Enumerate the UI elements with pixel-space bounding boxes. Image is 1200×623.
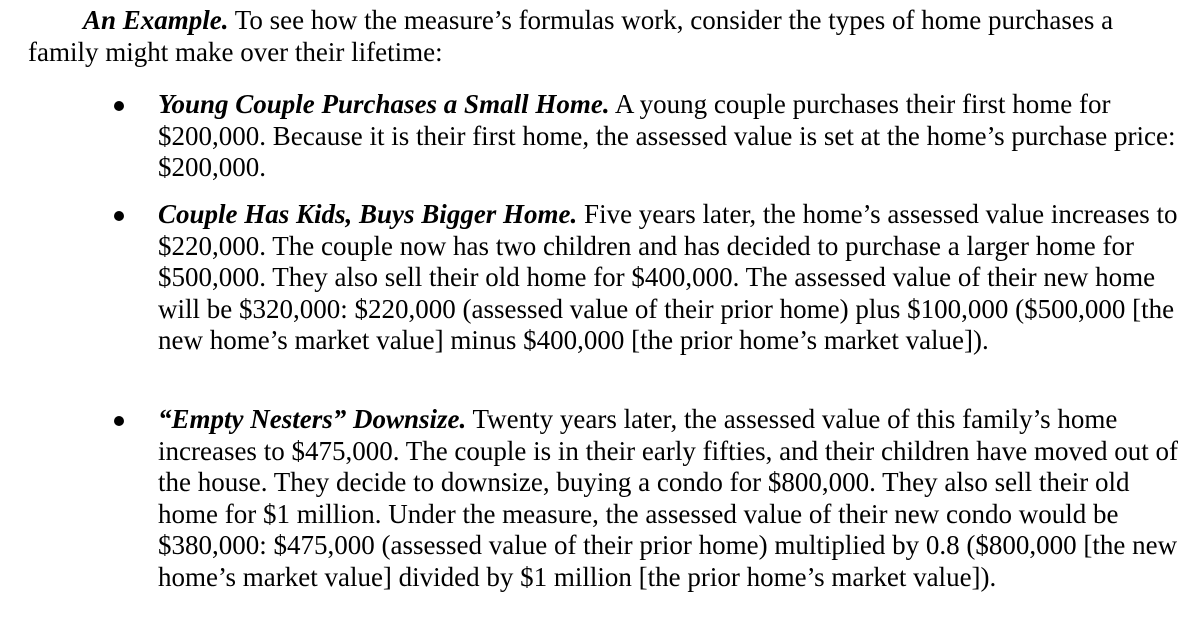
bullet-text bbox=[158, 89, 1195, 184]
bullet-body: Five years later, the home’s assessed value increases to $220,000. The couple now has two children and has decided to purchase a larger home for $500,000. They also sell their old home for $400,000. The assessed value of their new home will be $320,000: $220,000 (assessed value of their prior home) plus $100,000 ($500,000 [the new home’s market value] minus $400,000 [the prior home’s market value]). bbox=[158, 199, 1178, 355]
bullet-text bbox=[158, 404, 1195, 593]
intro-text: To see how the measure’s formulas work, consider the types of home purchases a family might make over their lifetime: bbox=[28, 5, 1114, 67]
bullet-body: Twenty years later, the assessed value of this family’s home increases to $475,000. The couple is in their early fifties, and their children have moved out of the house. They decide to downsize, buying a condo for $800,000. They also sell their old home for $1 million. Under the measure, the assessed value of their new condo would be $380,000: $475,000 (assessed value of their prior home) multiplied by 0.8 ($800,000 [the new home’s market value] divided by $1 million [the prior home’s market value]). bbox=[158, 404, 1178, 592]
intro-lead: An Example. bbox=[83, 5, 229, 35]
bullet-lead: Couple Has Kids, Buys Bigger Home. bbox=[158, 199, 578, 229]
bullet-text bbox=[158, 199, 1195, 357]
intro-paragraph bbox=[28, 4, 1188, 68]
bullet-body: A young couple purchases their first home for $200,000. Because it is their first home, the assessed value is set at the home’s purchase price: $200,000. bbox=[158, 89, 1176, 182]
bullet-lead: Young Couple Purchases a Small Home. bbox=[158, 89, 610, 119]
bullet-lead: “Empty Nesters” Downsize. bbox=[158, 404, 467, 434]
